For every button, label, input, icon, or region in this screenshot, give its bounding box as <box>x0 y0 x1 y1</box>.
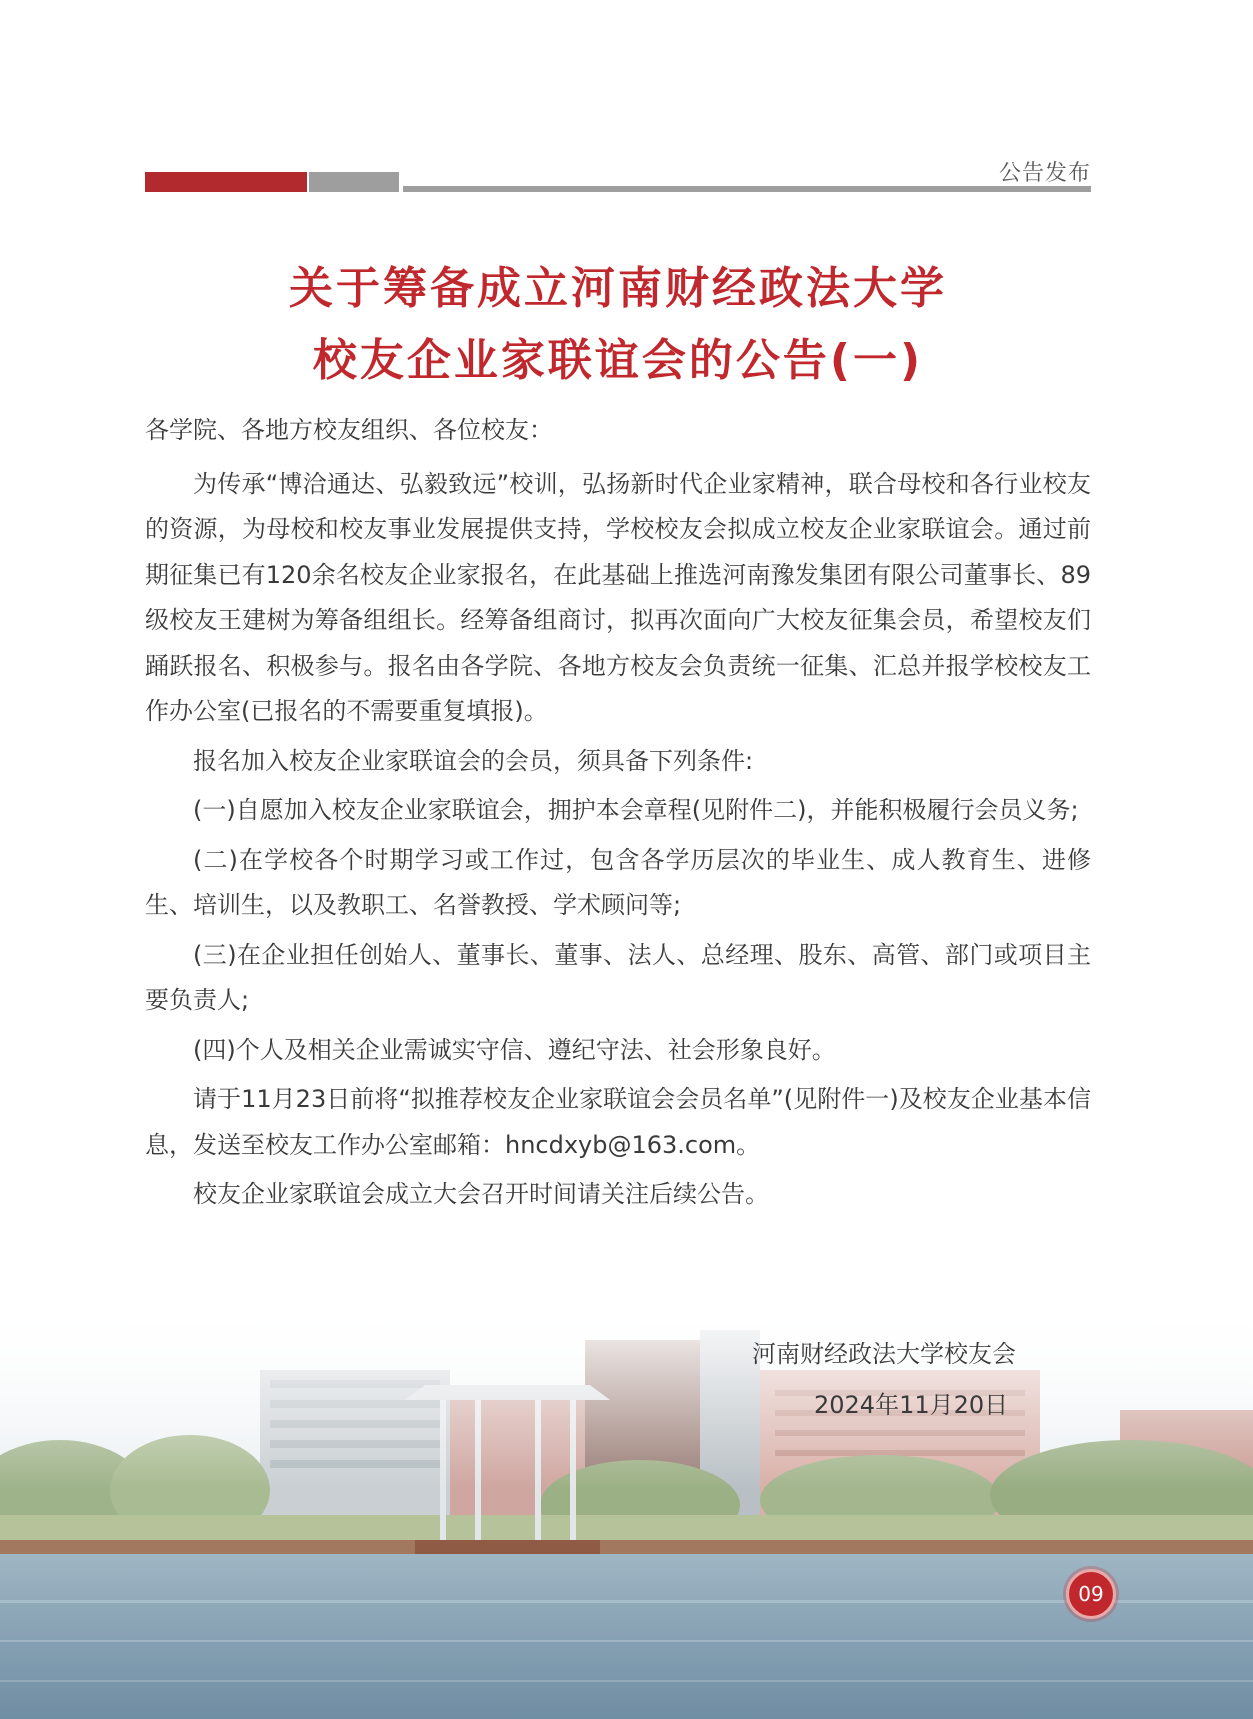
condition-item: (三)在企业担任创始人、董事长、董事、法人、总经理、股东、高管、部门或项目主要负责人; <box>145 940 1091 1014</box>
section-label: 公告发布 <box>998 161 1091 186</box>
condition-item: (一)自愿加入校友企业家联谊会，拥护本会章程(见附件二)，并能积极履行会员义务; <box>193 796 1079 824</box>
body-paragraph: 报名加入校友企业家联谊会的会员，须具备下列条件: <box>193 746 754 775</box>
notice-body <box>145 408 1091 1222</box>
title-line-2: 校友企业家联谊会的公告(一) <box>312 335 924 386</box>
header-rule-line <box>403 186 1091 192</box>
header-bar-red <box>145 172 307 192</box>
condition-item: (四)个人及相关企业需诚实守信、遵纪守法、社会形象良好。 <box>193 1035 836 1064</box>
body-paragraph: 校友企业家联谊会成立大会召开时间请关注后续公告。 <box>193 1180 769 1208</box>
page-number-badge: 09 <box>1066 1569 1116 1619</box>
body-paragraph: 为传承“博洽通达、弘毅致远”校训，弘扬新时代企业家精神，联合母校和各行业校友的资源，为母校和校友事业发展提供支持，学校校友会拟成立校友企业家联谊会。通过前期征集已有120余名校友企业家报名，在此基础上推选河南豫发集团有限公司董事长、89级校友王建树为筹备组组长。经筹备组商讨，拟再次面向广大校友征集会员，希望校友们踊跃报名、积极参与。报名由各学院、各地方校友会负责统一征集、汇总并报学校校友工作办公室(已报名的不需要重复填报)。 <box>145 469 1091 725</box>
signature-organization: 河南财经政法大学校友会 <box>752 1340 1016 1368</box>
body-paragraph: 请于11月23日前将“拟推荐校友企业家联谊会会员名单”(见附件一)及校友企业基本信息，发送至校友工作办公室邮箱：hncdxyb@163.com。 <box>145 1085 1091 1159</box>
title-line-1: 关于筹备成立河南财经政法大学 <box>289 263 947 314</box>
greeting: 各学院、各地方校友组织、各位校友： <box>145 416 553 444</box>
condition-item: (二)在学校各个时期学习或工作过，包含各学历层次的毕业生、成人教育生、进修生、培训生，以及教职工、名誉教授、学术顾问等; <box>145 845 1091 919</box>
campus-photo <box>0 1300 1253 1719</box>
signature-date: 2024年11月20日 <box>814 1391 1009 1419</box>
header-bar-gray <box>309 172 399 192</box>
